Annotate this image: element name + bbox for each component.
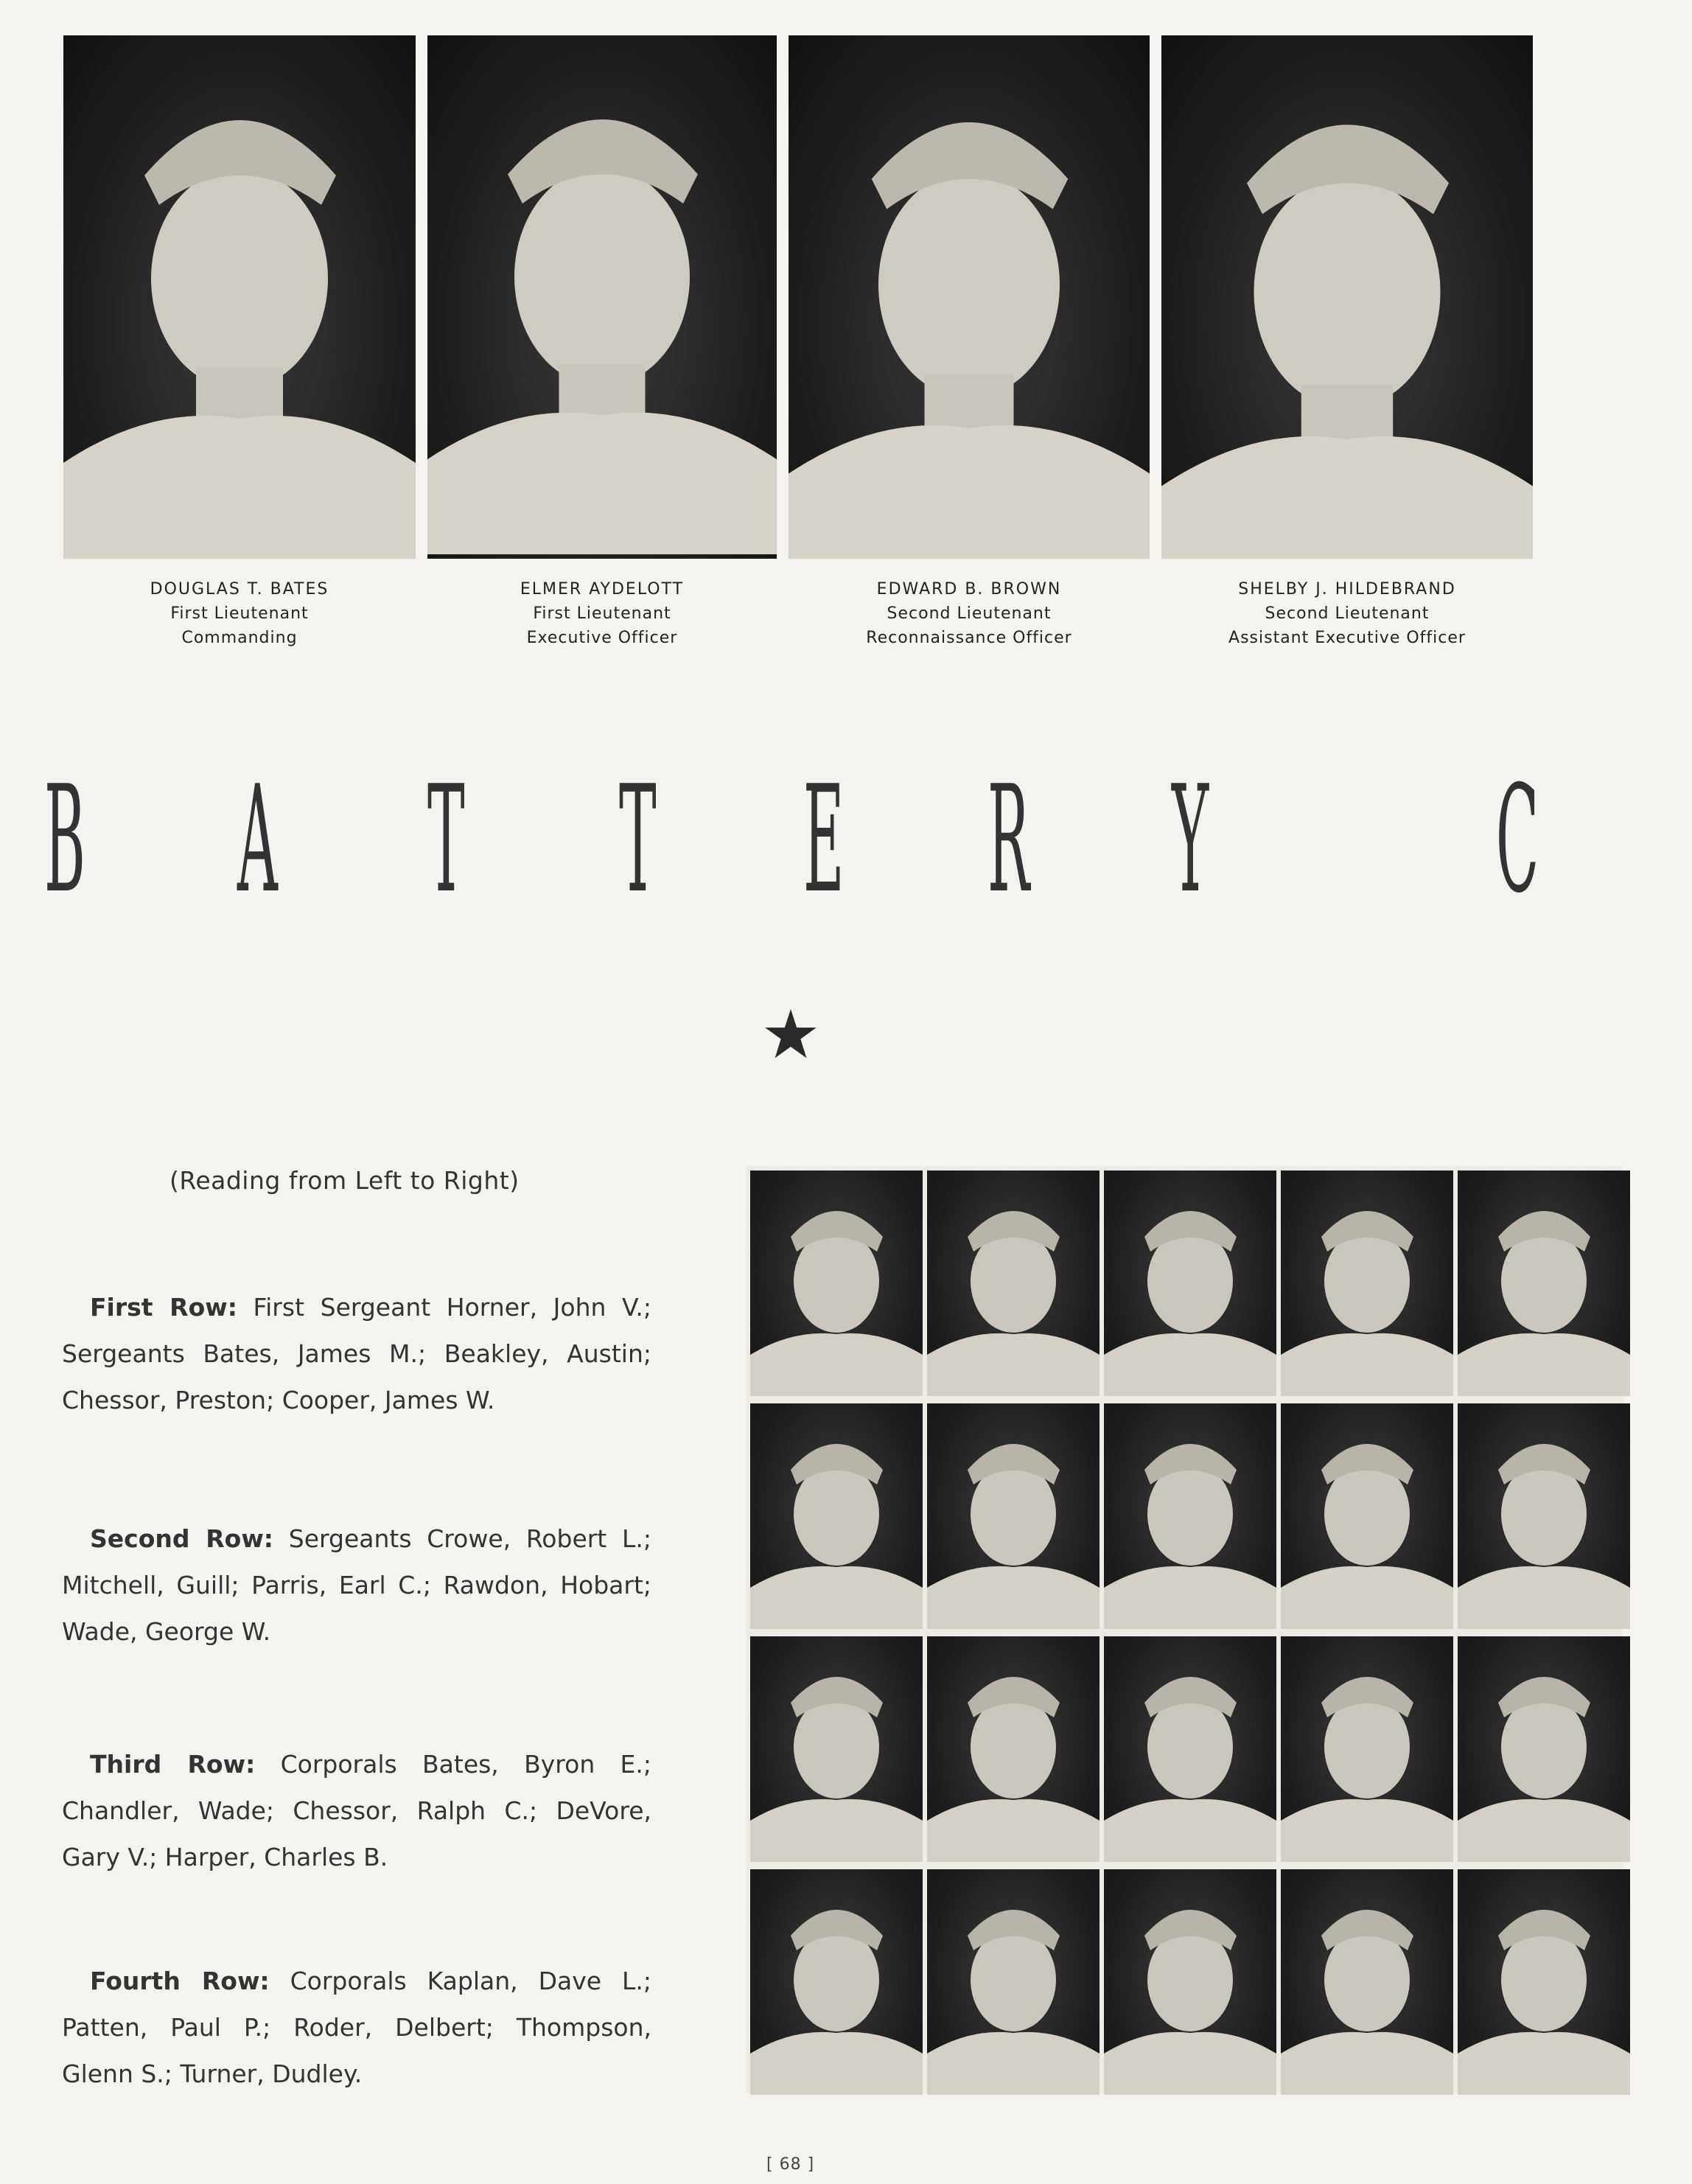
roster-row [62,1741,651,1880]
roster-text [62,1958,651,2097]
officer-caption [1161,577,1533,650]
row-label: First Row: [90,1293,237,1322]
roster-row [62,1958,651,2097]
title-letter: C [1496,754,1539,926]
officer-name: EDWARD B. BROWN [876,580,1062,599]
enlisted-photo [1104,1869,1276,2095]
enlisted-photo [927,1636,1100,1862]
roster-row [62,1515,651,1655]
officer-photo [427,35,777,559]
page-title [44,754,1540,926]
enlisted-photo [1281,1403,1453,1629]
enlisted-photo [1458,1171,1630,1396]
row-label: Fourth Row: [90,1967,270,1995]
star-icon [763,1007,818,1061]
title-letter: B [44,754,85,926]
officer-photo [789,35,1150,559]
roster-text [62,1741,651,1880]
title-letter: Y [1172,754,1209,926]
enlisted-photo [1281,1636,1453,1862]
officer-duty: Assistant Executive Officer [1228,629,1466,647]
enlisted-photo [750,1403,923,1629]
officer-duty: Executive Officer [526,629,678,647]
row-label: Third Row: [90,1750,256,1779]
row-names: Corporals Kaplan, Dave L.; Patten, Paul P.; Roder, Delbert; Thompson, Glenn S.; Turner, Dudley. [62,1967,652,2088]
officer-rank: First Lieutenant [170,604,309,623]
enlisted-photo [927,1171,1100,1396]
roster-row [62,1284,651,1423]
officer-photo [63,35,416,559]
enlisted-photo [750,1171,923,1396]
officer-caption [427,577,777,650]
enlisted-photo [1104,1403,1276,1629]
roster-text [62,1284,651,1423]
page-number: [ 68 ] [766,2155,815,2174]
enlisted-photo [927,1869,1100,2095]
officer-name: ELMER AYDELOTT [520,580,685,599]
officer-caption [789,577,1150,650]
enlisted-photo [1458,1403,1630,1629]
enlisted-photo [927,1403,1100,1629]
officer-caption [63,577,416,650]
enlisted-photo-grid [746,1166,1623,2093]
officer-name: SHELBY J. HILDEBRAND [1238,580,1456,599]
enlisted-photo [1104,1171,1276,1396]
enlisted-photo [1281,1869,1453,2095]
row-names: First Sergeant Horner, John V.; Sergeants Bates, James M.; Beakley, Austin; Chessor, Preston; Cooper, James W. [62,1293,651,1414]
enlisted-photo [1458,1869,1630,2095]
officer-rank: First Lieutenant [533,604,671,623]
enlisted-photo [1281,1171,1453,1396]
officer-name: DOUGLAS T. BATES [150,580,329,599]
title-letter: A [237,754,278,926]
enlisted-photo [750,1869,923,2095]
officer-photo [1161,35,1533,559]
row-names: Sergeants Crowe, Robert L.; Mitchell, Guill; Parris, Earl C.; Rawdon, Hobart; Wade, George W. [62,1524,651,1646]
title-letter: E [803,754,845,926]
enlisted-photo [1458,1636,1630,1862]
enlisted-photo [1104,1636,1276,1862]
officer-rank: Second Lieutenant [887,604,1052,623]
enlisted-photo [750,1636,923,1862]
officer-duty: Reconnaissance Officer [866,629,1072,647]
officer-rank: Second Lieutenant [1265,604,1430,623]
roster-heading: (Reading from Left to Right) [169,1166,520,1195]
row-label: Second Row: [90,1524,274,1553]
roster-text [62,1515,651,1655]
officer-duty: Commanding [181,629,298,647]
title-letter: T [619,754,657,926]
officer-portraits [63,35,1533,655]
title-letter: T [427,754,465,926]
row-names: Corporals Bates, Byron E.; Chandler, Wade; Chessor, Ralph C.; DeVore, Gary V.; Harper, Charles B. [62,1750,652,1871]
title-letter: R [987,754,1030,926]
